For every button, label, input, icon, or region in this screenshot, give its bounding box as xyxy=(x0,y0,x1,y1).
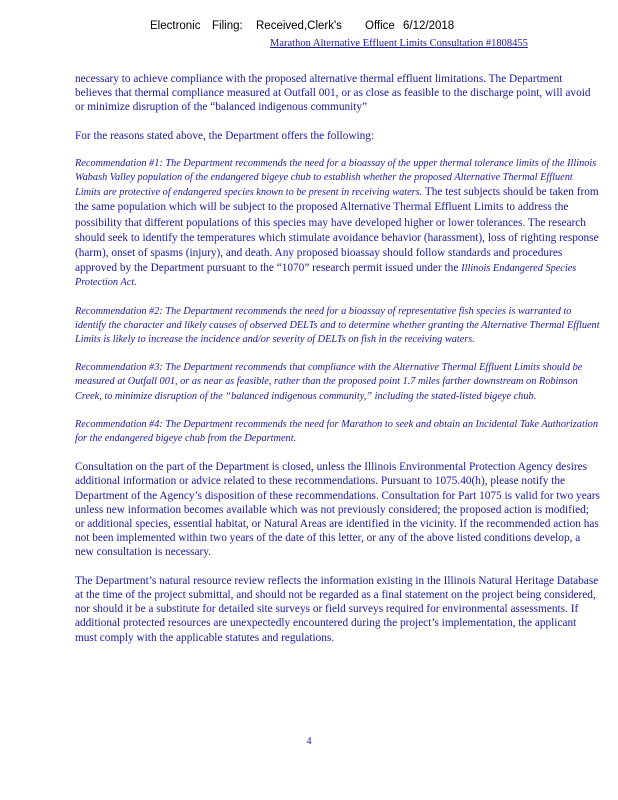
letter-body xyxy=(75,72,600,659)
recommendation-1-end: . xyxy=(134,277,137,289)
paragraph-consultation: Consultation on the part of the Department is closed, unless the Illinois Environmental Protection Agency desires additional information or advice related to these recommendations. Pursuant to 1075.40(h), please notify the Department of the Agency’s disposition of these recommendations. Consultation for Part 1075 is valid for two years unless new information becomes available which was not previously considered; the proposed action is modified; or additional species, essential habitat, or Natural Areas are identified in the vicinity. If the recommended action has not been implemented within two years of the date of this letter, or any of the above listed conditions develop, a new consultation is necessary. xyxy=(75,461,600,559)
recommendation-1-act: Illinois Endangered Species Protection Act xyxy=(75,263,577,289)
paragraph-compliance: necessary to achieve compliance with the proposed alternative thermal effluent limitations. The Department believes that thermal compliance measured at Outfall 001, or as close as feasible to the discharge point, will avoid or minimize disruption of the “balanced indigenous community” xyxy=(75,73,591,114)
received-label: Received,Clerk's xyxy=(256,20,342,32)
recommendation-1-text: Recommendation #1: The Department recommends the need for a bioassay of the upper thermal tolerance limits of the Illinois Wabash Valley population of the endangered bigeye chub to establish whether the proposed Alternative Thermal Effluent Limits are protective of endangered species known to be present in receiving waters. xyxy=(75,157,597,199)
recommendation-3: Recommendation #3: The Department recommends that compliance with the Alternative Thermal Effluent Limits should be measured at Outfall 001, or as near as feasible, rather than the proposed point 1.7 miles farther downstream on Robinson Creek, to minimize disruption of the “balanced indigenous community,” including the stated-listed bigeye chub. xyxy=(75,362,583,402)
recommendation-2: Recommendation #2: The Department recommends the need for a bioassay of representative fish species is warranted to identify the character and likely causes of observed DELTs and to determine whether granting the Alternative Thermal Effluent Limits is likely to increase the incidence and/or severity of DELTs on fish in the receiving waters. xyxy=(75,305,600,346)
filing-label-electronic: Electronic xyxy=(150,20,201,32)
recommendation-1-detail: The test subjects should be taken from the same population which will be subject to the proposed Alternative Thermal Effluent Limits to address the possibility that different populations of this species may have developed higher or lower tolerances. The research should seek to identify the temperatures which stimulate avoidance behavior (harassment), loss of righting response (harm), onset of spasms (injury), and death. Any proposed bioassay should follow standards and procedures approved by the Department pursuant to the “1070” research permit issued under the xyxy=(75,186,599,275)
office-label: Office xyxy=(365,20,395,32)
paragraph-reasons: For the reasons stated above, the Department offers the following: xyxy=(75,129,375,142)
paragraph-review: The Department’s natural resource review reflects the information existing in the Illinois Natural Heritage Database at the time of the project submittal, and should not be regarded as a final statement on the project being considered, nor should it be a substitute for detailed site surveys or field surveys required for environmental assessments. If additional protected resources are unexpectedly encountered during the project’s implementation, the applicant must comply with the applicable statutes and regulations. xyxy=(75,574,599,644)
recommendation-1 xyxy=(75,157,600,291)
page-number: 4 xyxy=(306,736,312,747)
recommendation-4: Recommendation #4: The Department recommends the need for Marathon to seek and obtain an Incidental Take Authorization for the endangered bigeye chub from the Department. xyxy=(75,418,598,445)
filing-date: 6/12/2018 xyxy=(403,20,455,32)
consultation-reference: Marathon Alternative Effluent Limits Consultation #1808455 xyxy=(270,38,528,49)
filing-label-filing: Filing: xyxy=(212,20,243,32)
